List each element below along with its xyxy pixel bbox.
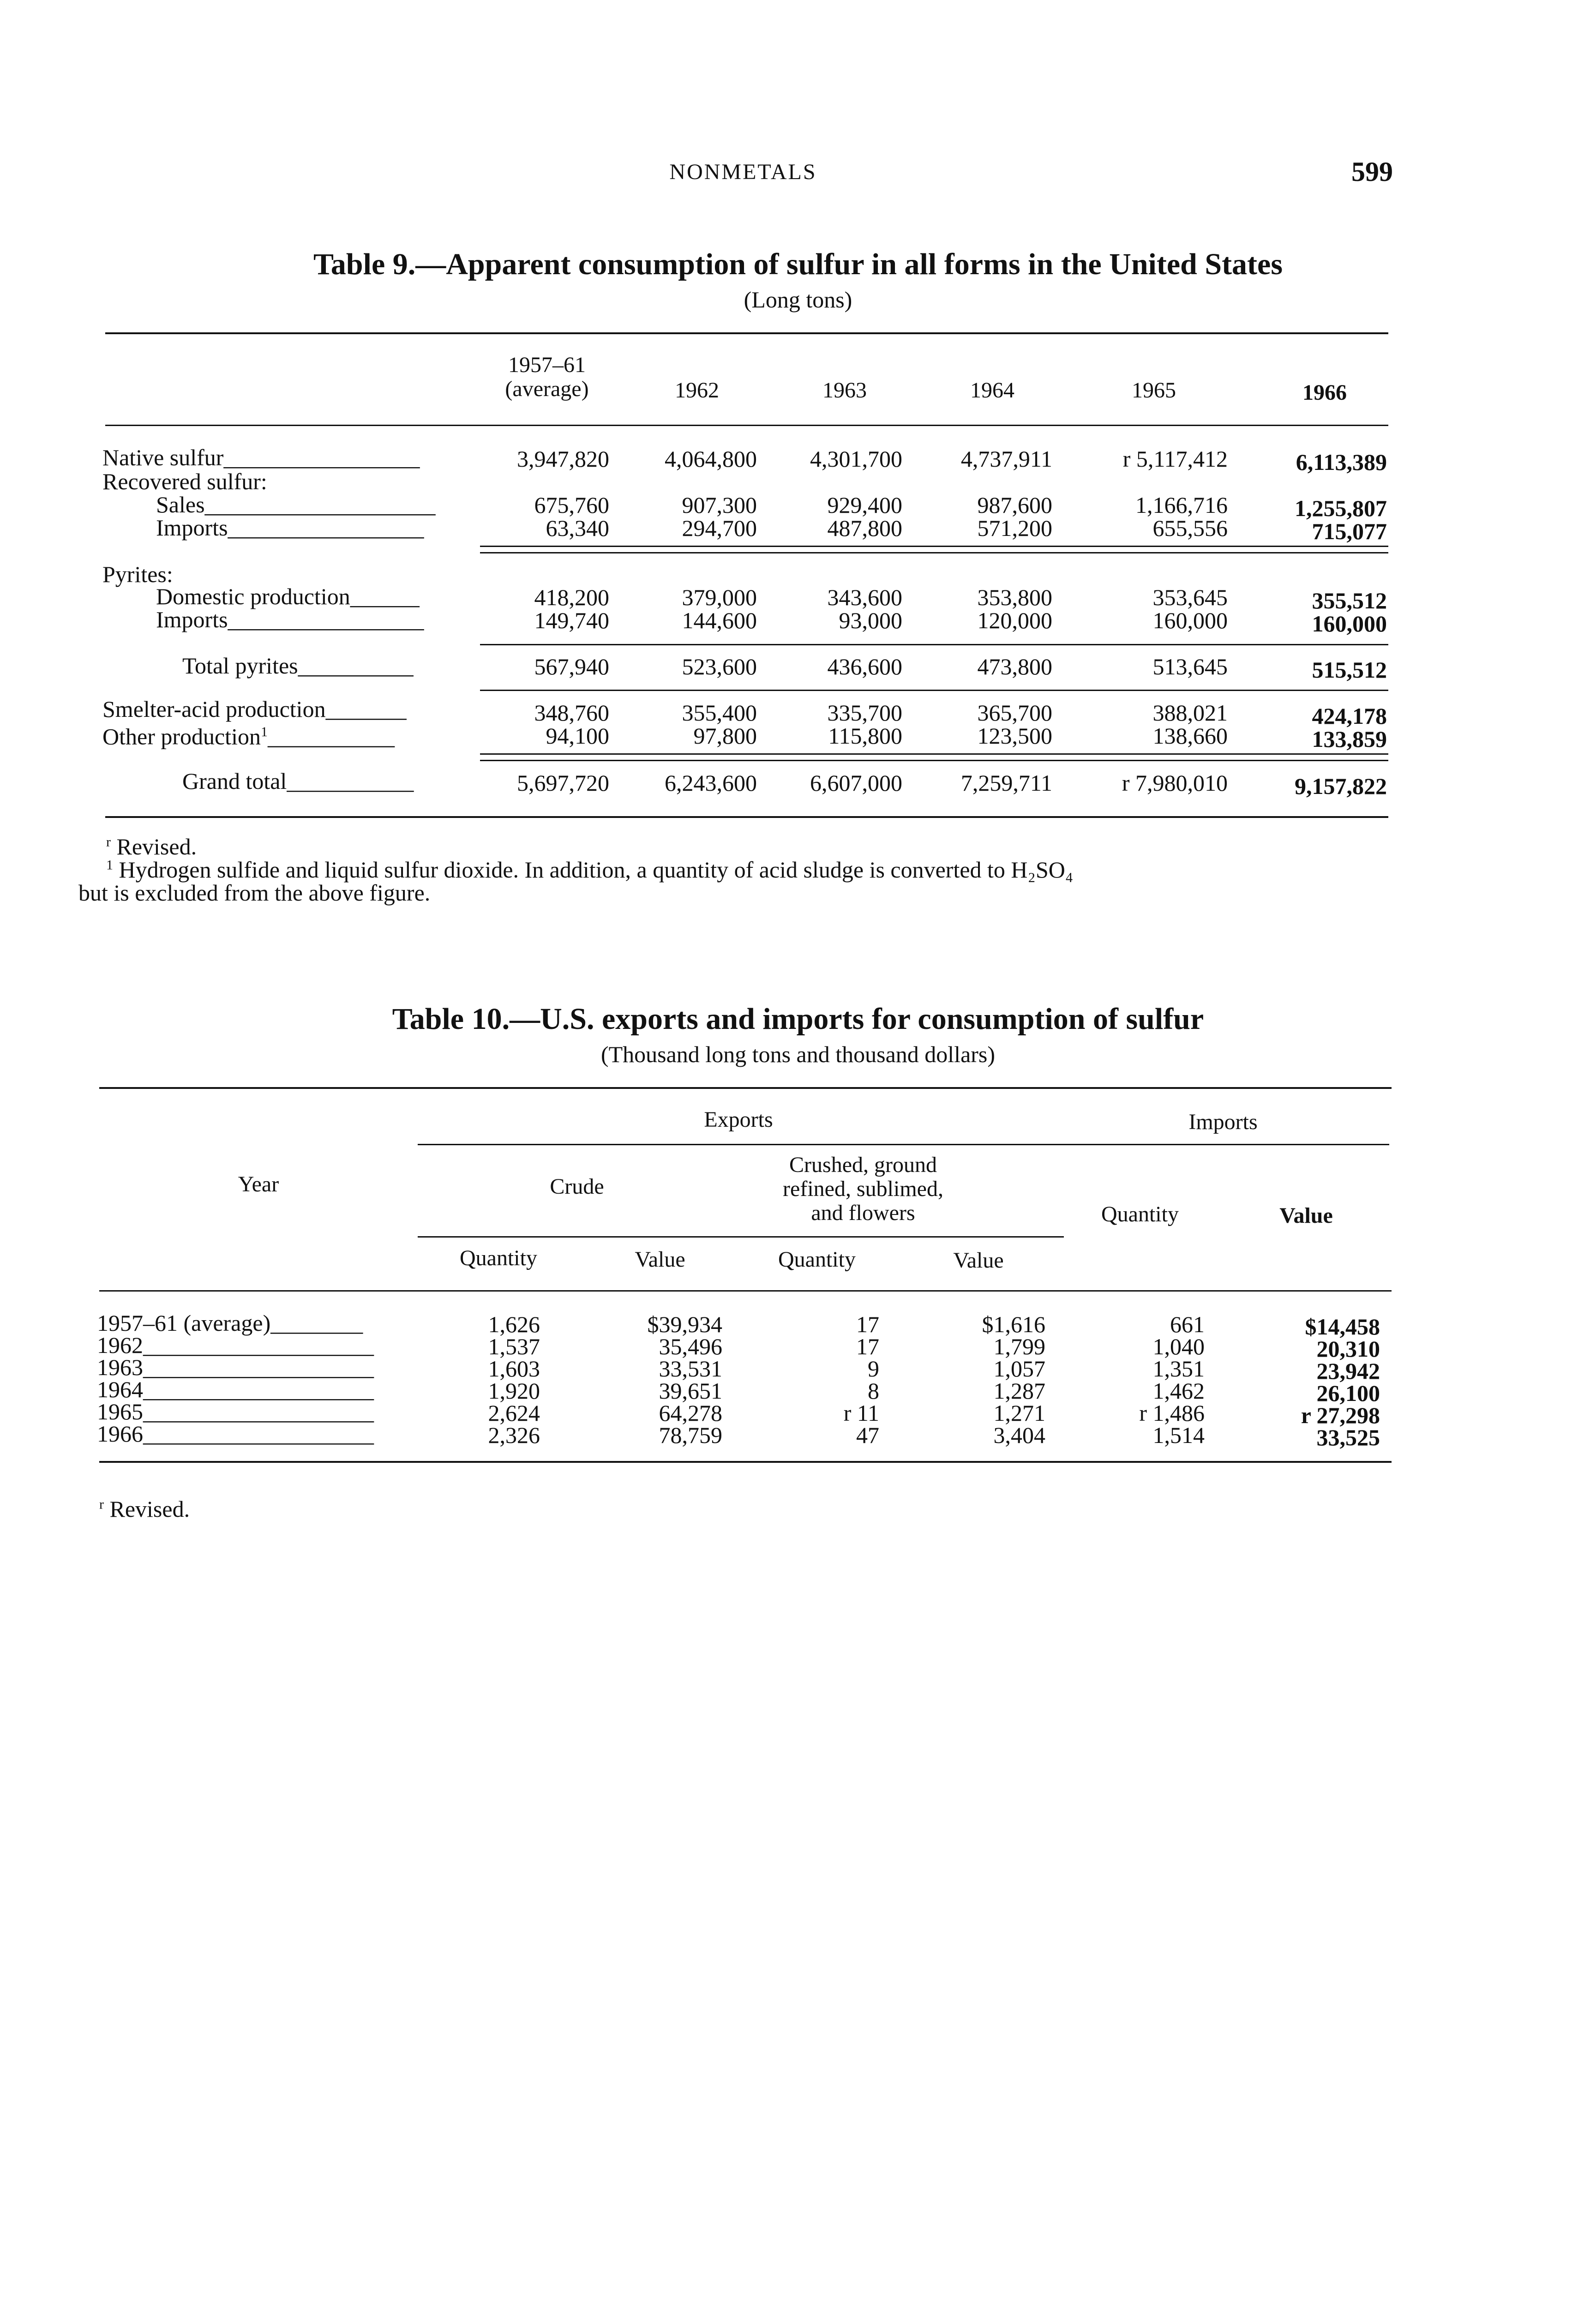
table9-total-pyrites-rule [480, 690, 1388, 691]
table10-cell: r 27,298 [1301, 1402, 1380, 1428]
table9-footnote-1-cont: but is excluded from the above figure. [78, 880, 431, 906]
table9-cell: 4,737,911 [960, 446, 1052, 472]
table10-year: 1957–61 (average)________ [97, 1310, 363, 1336]
table9-cell: 929,400 [827, 492, 902, 518]
table10-cell: 2,326 [488, 1422, 540, 1448]
table10-year: 1963____________________ [97, 1354, 374, 1380]
table10-cell: 3,404 [993, 1422, 1045, 1448]
table10-head-year: Year [238, 1172, 279, 1196]
table10-head-crude-quantity: Quantity [460, 1246, 537, 1270]
table10-cell: 17 [856, 1311, 879, 1337]
table9-cell: 160,000 [1312, 611, 1387, 637]
table9-cell: 115,800 [828, 723, 902, 749]
table9-footnote-r: $^r$ Revised. [106, 834, 197, 859]
table9-row-label: Sales____________________ [156, 492, 436, 517]
table9-cell: 523,600 [682, 654, 757, 679]
table9-col-1964: 1964 [970, 378, 1014, 403]
table9-col-1966: 1966 [1302, 380, 1347, 405]
running-head: NONMETALS [669, 160, 817, 184]
table10-cell: 35,496 [659, 1334, 722, 1359]
table9-cell: 436,600 [827, 654, 902, 679]
table10-head-crushed-quantity: Quantity [778, 1247, 856, 1272]
table9-row-label: Domestic production______ [156, 583, 420, 609]
table9-cell: 515,512 [1312, 657, 1387, 683]
table9-bottom-rule [105, 816, 1388, 818]
table10-head-imports-quantity: Quantity [1101, 1202, 1179, 1226]
table10-subtitle: (Thousand long tons and thousand dollars) [600, 1041, 996, 1067]
table9-row-label: Total pyrites__________ [182, 653, 414, 679]
table10-cell: 1,626 [488, 1311, 540, 1337]
table10-cell: r 11 [843, 1400, 879, 1426]
table9-cell: 473,800 [977, 654, 1052, 679]
table9-cell: 9,157,822 [1295, 773, 1387, 799]
table9-cell: 424,178 [1312, 703, 1387, 729]
table9-cell: 418,200 [534, 584, 609, 610]
table10-head-crude-value: Value [635, 1247, 685, 1272]
table9-cell: 1,255,807 [1295, 495, 1387, 521]
table9-cell: 335,700 [827, 700, 902, 726]
table10-year: 1964____________________ [97, 1376, 374, 1402]
table10-year: 1966____________________ [97, 1421, 374, 1447]
table10-cell: 1,351 [1152, 1356, 1205, 1382]
table10-cell: 1,462 [1152, 1378, 1205, 1404]
table9-cell: 571,200 [977, 515, 1052, 541]
table9-cell: 138,660 [1152, 723, 1228, 749]
table10-cell: 1,537 [488, 1334, 540, 1359]
table10-cell: 661 [1170, 1311, 1205, 1337]
table9-cell: 675,760 [534, 492, 609, 518]
table9-row-label: Imports_________________ [156, 607, 424, 632]
table9-cell: 123,500 [977, 723, 1052, 749]
table9-cell: 348,760 [534, 700, 609, 726]
table9-row-label: Native sulfur_________________ [102, 445, 420, 470]
table9-row-label: Smelter-acid production_______ [102, 696, 407, 722]
table9-cell: 487,800 [827, 515, 902, 541]
table10-cell: 1,920 [488, 1378, 540, 1404]
table9-title: Table 9.—Apparent consumption of sulfur in all forms in the United States [313, 247, 1283, 281]
table9-cell: 294,700 [682, 515, 757, 541]
table9-row-label: Other production$^1$___________ [102, 723, 395, 750]
table9-cell: 160,000 [1152, 607, 1228, 633]
table9-cell: 388,021 [1152, 700, 1228, 726]
table10-cell: 2,624 [488, 1400, 540, 1426]
table9-col-1963: 1963 [822, 378, 867, 403]
table10-cell: 1,514 [1152, 1422, 1205, 1448]
table9-cell: 6,607,000 [810, 770, 902, 796]
table9-row-label: Recovered sulfur: [102, 469, 267, 494]
table10-title: Table 10.—U.S. exports and imports for consumption of sulfur [392, 1002, 1204, 1036]
table10-cell: 1,287 [993, 1378, 1045, 1404]
table10-cell: 33,531 [659, 1356, 722, 1382]
table9-cell: 655,556 [1152, 515, 1228, 541]
table9-cell: 987,600 [977, 492, 1052, 518]
table10-cell: 17 [856, 1334, 879, 1359]
table9-subtitle: (Long tons) [744, 287, 852, 313]
table9-cell: 355,512 [1312, 588, 1387, 613]
table10-top-rule [99, 1087, 1392, 1089]
table9-cell: 567,940 [534, 654, 609, 679]
table10-cell: 26,100 [1316, 1380, 1380, 1406]
table10-cell: 33,525 [1316, 1424, 1380, 1450]
table9-col-1965: 1965 [1132, 378, 1176, 403]
table10-cell: 1,057 [993, 1356, 1045, 1382]
table10-cell: 39,651 [659, 1378, 722, 1404]
table10-cell: 1,799 [993, 1334, 1045, 1359]
table10-cell: 1,271 [993, 1400, 1045, 1426]
table10-head-crushed-value: Value [953, 1248, 1004, 1273]
table10-cell: 20,310 [1316, 1336, 1380, 1362]
table9-footnote-1: $^1$ Hydrogen sulfide and liquid sulfur dioxide. In addition, a quantity of acid sludge is converted to H₂SO₄ [106, 857, 1074, 883]
table9-cell: 1,166,716 [1135, 492, 1228, 518]
table9-cell: 97,800 [693, 723, 757, 749]
table10-cell: $39,934 [647, 1311, 722, 1337]
table9-cell: 3,947,820 [517, 446, 609, 472]
table10-cell: 64,278 [659, 1400, 722, 1426]
table10-sub-rule [418, 1236, 1064, 1238]
table9-row-label: Grand total___________ [182, 768, 414, 794]
table10-cell: 78,759 [659, 1422, 722, 1448]
table10-year: 1962____________________ [97, 1332, 374, 1358]
table10-head-crude: Crude [550, 1174, 604, 1199]
table10-head-imports-value: Value [1279, 1203, 1333, 1228]
table10-group-rule [418, 1144, 1389, 1145]
table10-cell: $1,616 [982, 1311, 1045, 1337]
table9-cell: 365,700 [977, 700, 1052, 726]
table9-subtotal-rule [480, 546, 1388, 553]
table9-cell: 94,100 [546, 723, 609, 749]
table9-cell: 907,300 [682, 492, 757, 518]
table10-head-bottom-rule [99, 1290, 1392, 1292]
table9-cell: 120,000 [977, 607, 1052, 633]
table9-col-1962: 1962 [675, 378, 719, 403]
table9-cell: 6,113,389 [1296, 449, 1387, 475]
table9-cell: 144,600 [682, 607, 757, 633]
table9-cell: 63,340 [546, 515, 609, 541]
table9-cell: 513,645 [1152, 654, 1228, 679]
table10-cell: 8 [868, 1378, 879, 1404]
table9-cell: 715,077 [1312, 518, 1387, 544]
table9-grand-rule [480, 753, 1388, 761]
table10-head-exports: Exports [704, 1107, 773, 1132]
table9-cell: 149,740 [534, 607, 609, 633]
table9-cell: 6,243,600 [665, 770, 757, 796]
table9-row-label: Pyrites: [102, 561, 173, 587]
table9-top-rule [105, 332, 1388, 334]
table10-year: 1965____________________ [97, 1399, 374, 1424]
table10-cell: 1,603 [488, 1356, 540, 1382]
table9-cell: 5,697,720 [517, 770, 609, 796]
table9-cell: 353,645 [1152, 584, 1228, 610]
table9-col-1957-61: 1957–61 (average) [505, 353, 589, 401]
table9-cell: 343,600 [827, 584, 902, 610]
table10-cell: 47 [856, 1422, 879, 1448]
page-number: 599 [1351, 156, 1393, 187]
table10-cell: $14,458 [1305, 1314, 1380, 1340]
table10-head-imports: Imports [1188, 1110, 1258, 1134]
table9-pyrites-rule [480, 644, 1388, 645]
table10-cell: 9 [868, 1356, 879, 1382]
table9-cell: 353,800 [977, 584, 1052, 610]
table9-cell: r 7,980,010 [1122, 770, 1228, 796]
table9-cell: 355,400 [682, 700, 757, 726]
table10-cell: r 1,486 [1139, 1400, 1205, 1426]
table9-head-rule [105, 425, 1388, 426]
table9-cell: 7,259,711 [960, 770, 1052, 796]
table10-bottom-rule [99, 1461, 1392, 1463]
table9-cell: 4,301,700 [810, 446, 902, 472]
table9-cell: 93,000 [839, 607, 902, 633]
table10-head-crushed: Crushed, ground refined, sublimed, and flowers [783, 1153, 943, 1225]
table9-cell: r 5,117,412 [1122, 446, 1228, 472]
table10-footnote-r: $^r$ Revised. [99, 1496, 190, 1522]
table10-cell: 23,942 [1316, 1358, 1380, 1384]
table9-cell: 133,859 [1312, 726, 1387, 752]
table9-cell: 379,000 [682, 584, 757, 610]
table9-row-label: Imports_________________ [156, 515, 424, 541]
table10-cell: 1,040 [1152, 1334, 1205, 1359]
table9-cell: 4,064,800 [665, 446, 757, 472]
